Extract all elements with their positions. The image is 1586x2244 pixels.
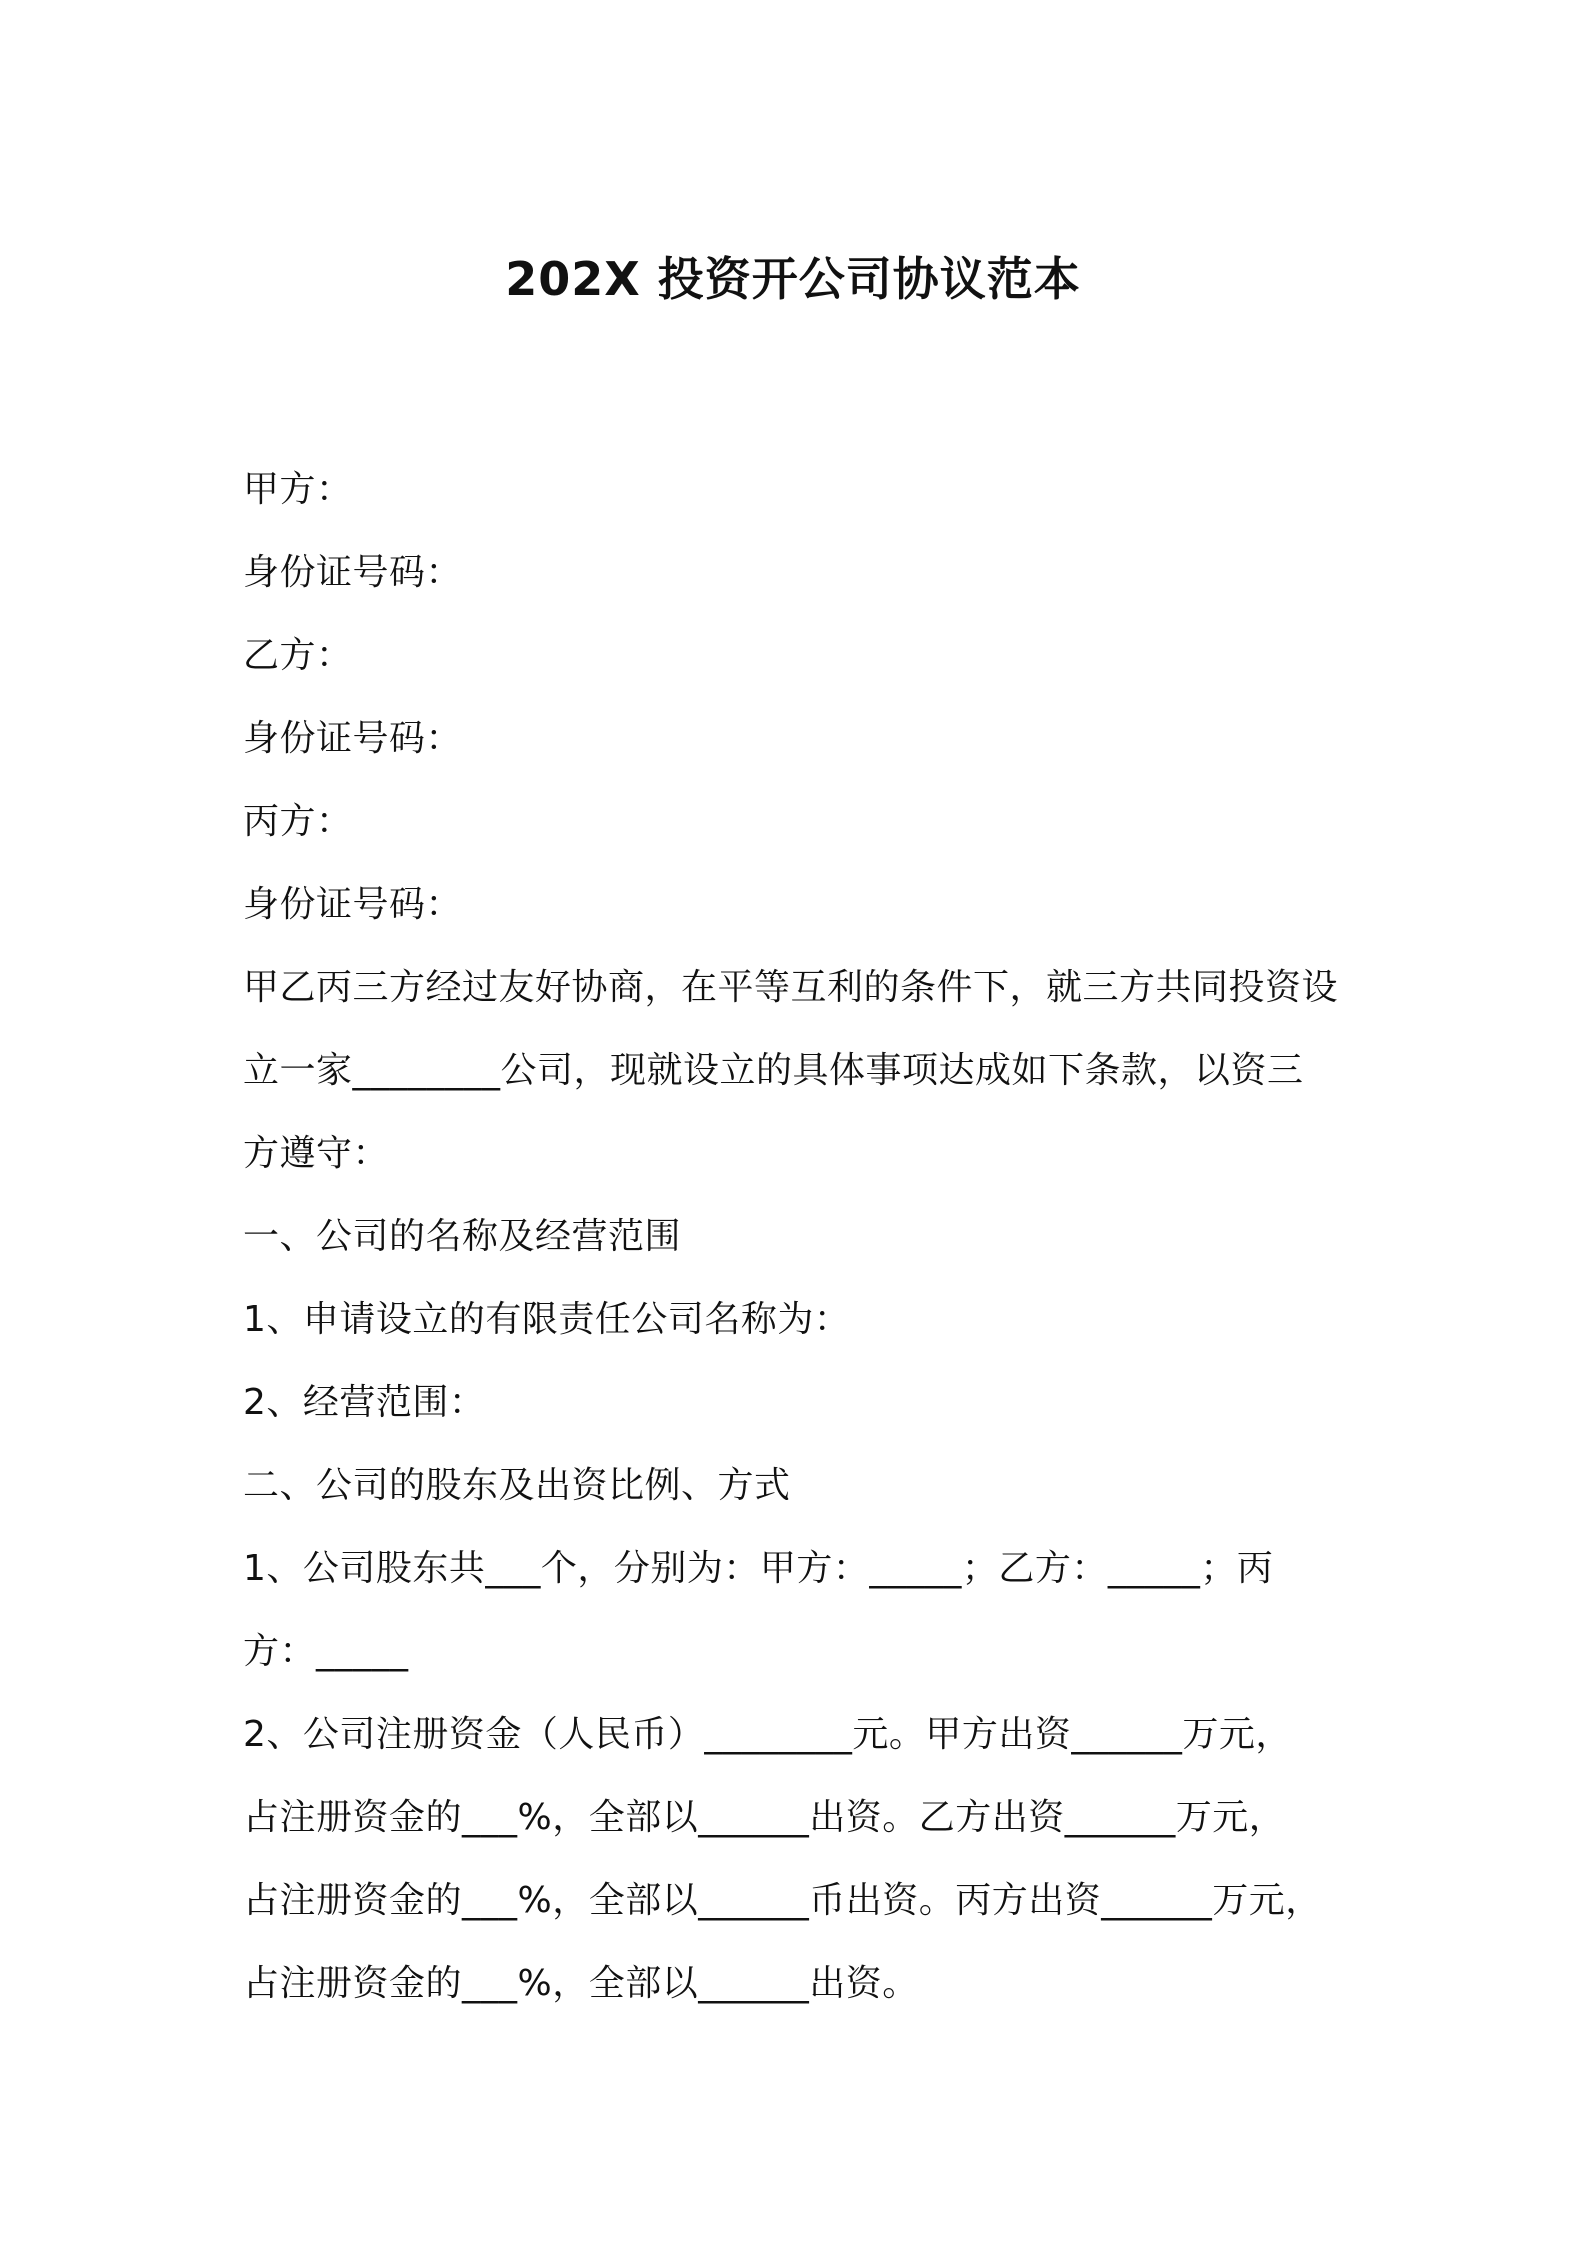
- clause-line: 2、公司注册资金（人民币）________元。甲方出资______万元，: [243, 1714, 1292, 1755]
- clause-line: 2、经营范围：: [243, 1382, 486, 1423]
- party-a-id-line: 身份证号码：: [243, 552, 463, 593]
- section-heading: 一、公司的名称及经营范围: [243, 1216, 682, 1257]
- party-c-line: 丙方：: [243, 801, 353, 842]
- party-b-line: 乙方：: [243, 635, 353, 676]
- clause-line: 1、公司股东共___个，分别为：甲方：_____；乙方：_____；丙: [243, 1548, 1274, 1589]
- section-heading: 二、公司的股东及出资比例、方式: [243, 1465, 791, 1506]
- document-title: 202X 投资开公司协议范本: [505, 252, 1081, 306]
- preamble-line: 方遵守：: [243, 1133, 390, 1174]
- clause-line: 1、申请设立的有限责任公司名称为：: [243, 1299, 851, 1340]
- party-c-id-line: 身份证号码：: [243, 884, 463, 925]
- clause-line: 占注册资金的___%，全部以______币出资。丙方出资______万元，: [243, 1880, 1322, 1921]
- party-b-id-line: 身份证号码：: [243, 718, 463, 759]
- clause-line: 方：_____: [243, 1631, 409, 1672]
- party-a-line: 甲方：: [243, 469, 353, 510]
- clause-line: 占注册资金的___%，全部以______出资。乙方出资______万元，: [243, 1797, 1286, 1838]
- document-body: [243, 448, 1373, 2025]
- clause-line: 占注册资金的___%，全部以______出资。: [243, 1963, 919, 2004]
- preamble-line: 甲乙丙三方经过友好协商，在平等互利的条件下，就三方共同投资设: [243, 967, 1339, 1008]
- preamble-line: 立一家________公司，现就设立的具体事项达成如下条款，以资三: [243, 1050, 1304, 1091]
